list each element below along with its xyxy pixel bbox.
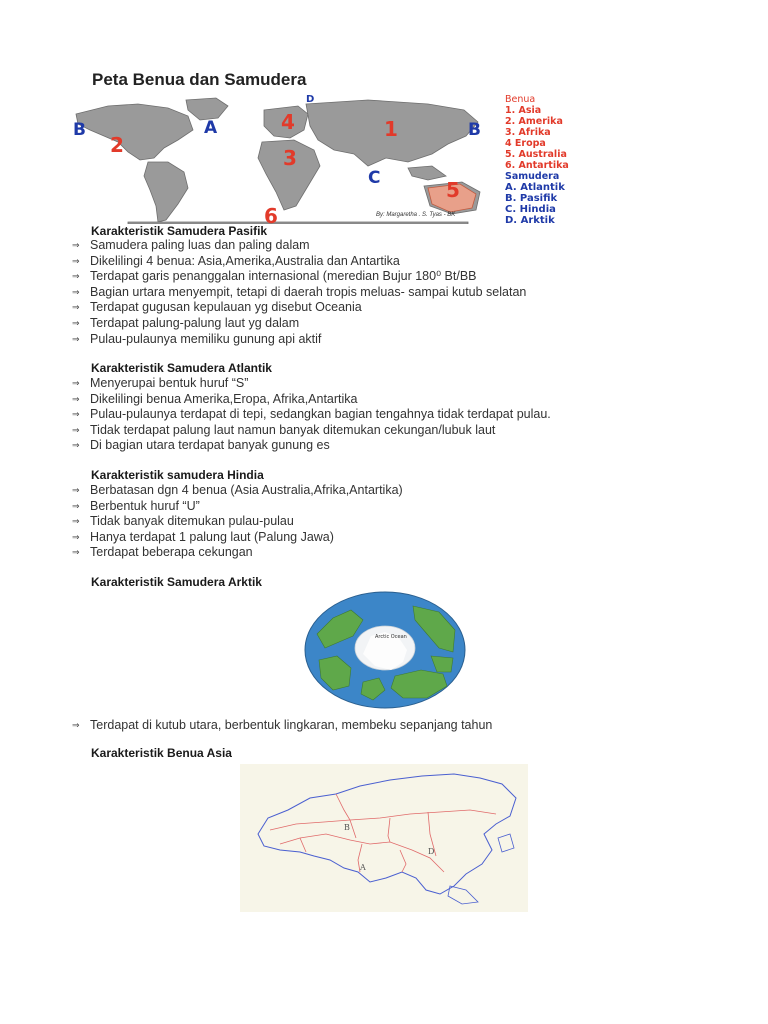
arrow-icon: ⇒ [72,409,80,420]
arrow-icon: ⇒ [72,500,80,511]
arrow-icon: ⇒ [72,531,80,542]
list-hindia [72,483,403,561]
list-arktik [72,718,492,734]
list-item: ⇒ Pulau-pulaunya memiliku gunung api aktif [72,331,322,346]
legend-benua-item: 1. Asia [505,105,542,116]
list-item: ⇒ Berbentuk huruf “U” [72,498,200,513]
legend-benua-item: 2. Amerika [505,116,563,127]
map-label-a: A [204,118,218,138]
list-item: ⇒ Tidak banyak ditemukan pulau-pulau [72,514,294,529]
section-title-pasifik: Karakteristik Samudera Pasifik [91,224,268,238]
map-credit: By: Margaretha . S. Tyas - BK [376,212,456,218]
legend-benua-item: 4 Eropa [505,138,546,149]
list-atlantik [72,376,551,454]
legend-samudera-item: C. Hindia [505,204,556,215]
map-label-6: 6 [264,204,278,228]
legend-benua-heading: Benua [505,94,536,105]
map-label-5: 5 [446,178,460,202]
map-label-b-right: B [468,120,481,140]
section-title-hindia: Karakteristik samudera Hindia [91,468,264,482]
list-item: ⇒ Dikelilingi benua Amerika,Eropa, Afrika,Antartika [72,391,358,406]
asia-label-b: B [344,823,350,832]
list-item: ⇒ Menyerupai bentuk huruf “S” [72,376,249,390]
page-title: Peta Benua dan Samudera [92,70,307,89]
arrow-icon: ⇒ [72,485,80,495]
arrow-icon: ⇒ [72,440,80,451]
map-legend [505,94,569,226]
arrow-icon: ⇒ [72,317,80,328]
list-pasifik [72,238,526,347]
section-title-atlantik: Karakteristik Samudera Atlantik [91,361,272,375]
map-label-d: D [306,94,315,105]
legend-samudera-item: D. Arktik [505,215,555,226]
list-item: ⇒ Terdapat beberapa cekungan [72,545,253,560]
legend-samudera-item: A. Atlantik [505,182,565,193]
arrow-icon: ⇒ [72,547,80,558]
map-label-3: 3 [283,146,297,170]
list-item: ⇒ Terdapat di kutub utara, berbentuk lingkaran, membeku sepanjang tahun [72,718,493,732]
map-label-1: 1 [384,117,398,141]
list-item: ⇒ Dikelilingi 4 benua: Asia,Amerika,Australia dan Antartika [72,253,400,268]
arrow-icon: ⇒ [72,286,80,297]
asia-label-a: A [360,863,366,872]
arrow-icon: ⇒ [72,271,80,282]
arrow-icon: ⇒ [72,333,80,344]
arctic-map-image [303,590,467,710]
list-item: ⇒ Hanya terdapat 1 palung laut (Palung Jawa) [72,529,334,544]
asia-label-d: D [428,847,435,856]
legend-samudera-item: B. Pasifik [505,193,558,204]
map-label-c: C [368,168,381,188]
legend-samudera-heading: Samudera [505,171,560,182]
list-item: ⇒ Bagian urtara menyempit, tetapi di daerah tropis meluas- sampai kutub selatan [72,284,527,299]
arrow-icon: ⇒ [72,424,80,435]
list-item: ⇒ Terdapat gugusan kepulauan yg disebut Oceania [72,300,362,315]
section-title-arktik: Karakteristik Samudera Arktik [91,575,262,589]
map-label-4: 4 [281,110,295,134]
list-item: ⇒ Samudera paling luas dan paling dalam [72,238,310,252]
arrow-icon: ⇒ [72,516,80,527]
map-label-b-left: B [73,120,86,140]
legend-benua-item: 5. Australia [505,149,567,160]
legend-benua-item: 6. Antartika [505,160,569,171]
arrow-icon: ⇒ [72,720,80,730]
list-item: ⇒ Di bagian utara terdapat banyak gunung es [72,438,330,453]
arrow-icon: ⇒ [72,393,80,404]
arrow-icon: ⇒ [72,378,80,388]
legend-benua-item: 3. Afrika [505,127,551,138]
arctic-ocean-label: Arctic Ocean [375,634,407,640]
arrow-icon: ⇒ [72,240,80,250]
arrow-icon: ⇒ [72,302,80,313]
list-item: ⇒ Tidak terdapat palung laut namun banyak ditemukan cekungan/lubuk laut [72,422,496,437]
list-item: ⇒ Berbatasan dgn 4 benua (Asia Australia,Afrika,Antartika) [72,483,403,497]
section-title-asia: Karakteristik Benua Asia [91,746,232,760]
map-label-2: 2 [110,133,124,157]
list-item: ⇒ Terdapat garis penanggalan internasional (meredian Bujur 180⁰ Bt/BB [72,269,477,284]
asia-map-image [240,764,528,912]
arrow-icon: ⇒ [72,255,80,266]
list-item: ⇒ Pulau-pulaunya terdapat di tepi, sedangkan bagian tengahnya tidak terdapat pulau. [72,407,551,422]
list-item: ⇒ Terdapat palung-palung laut yg dalam [72,315,300,330]
